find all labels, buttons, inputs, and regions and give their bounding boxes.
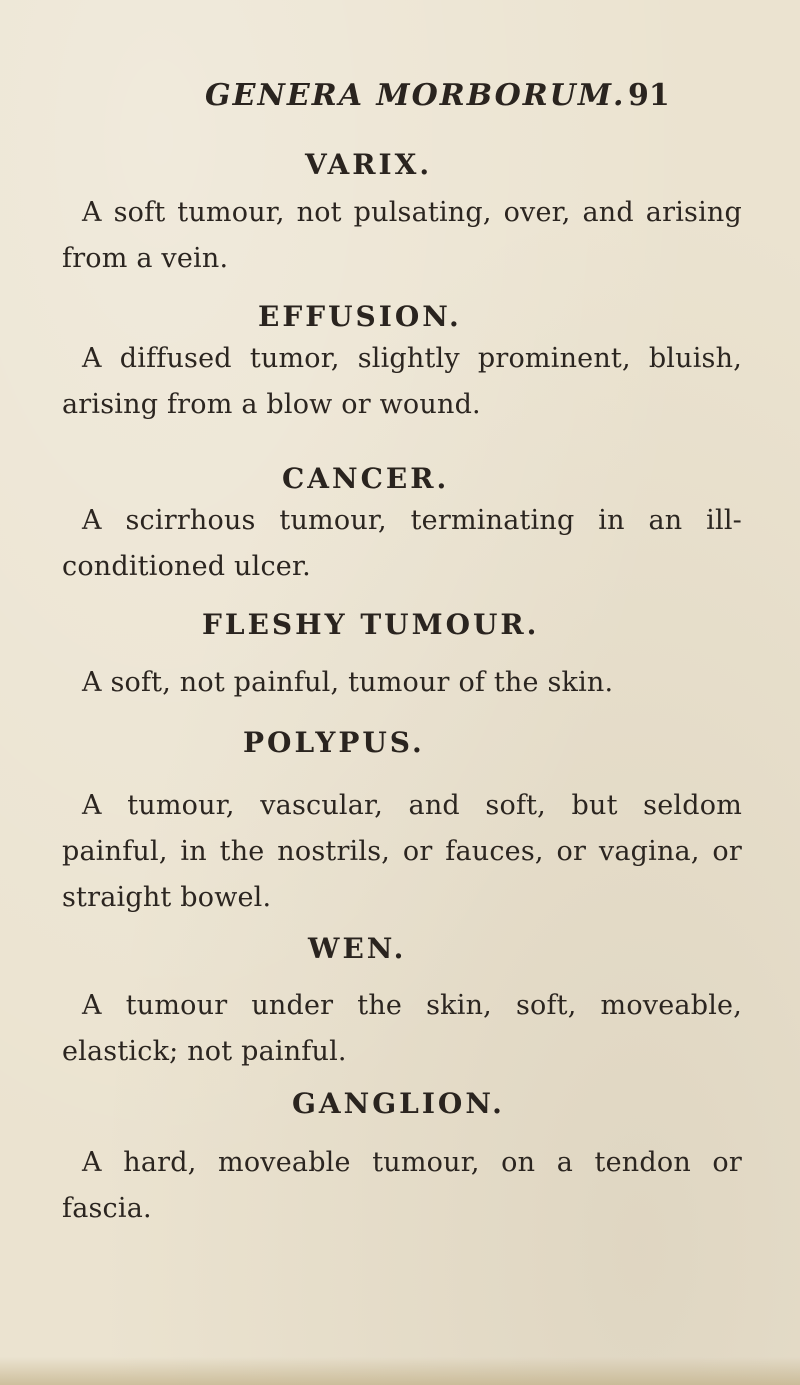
page-bottom-edge bbox=[0, 1357, 800, 1385]
entry-heading-fleshy-tumour: FLESHY TUMOUR. bbox=[202, 608, 540, 641]
page-header bbox=[0, 78, 800, 118]
entry-definition-effusion: A diffused tumor, slightly prominent, bluish, arising from a blow or wound. bbox=[62, 343, 742, 420]
entry-definition-varix: A soft tumour, not pulsating, over, and arising from a vein. bbox=[62, 197, 742, 274]
entry-heading-ganglion: GANGLION. bbox=[292, 1087, 505, 1120]
page-number: 91 bbox=[628, 78, 670, 113]
entry-definition-ganglion: A hard, moveable tumour, on a tendon or fascia. bbox=[62, 1147, 742, 1224]
entry-definition-polypus: A tumour, vascular, and soft, but seldom painful, in the nostrils, or fauces, or vagina, or straight bowel. bbox=[62, 790, 742, 913]
entry-definition-wen: A tumour under the skin, soft, moveable, elastick; not painful. bbox=[62, 990, 742, 1067]
entry-heading-polypus: POLYPUS. bbox=[243, 726, 425, 759]
entry-heading-varix: VARIX. bbox=[305, 148, 433, 181]
entry-heading-cancer: CANCER. bbox=[282, 462, 450, 495]
entry-heading-wen: WEN. bbox=[308, 932, 407, 965]
entry-heading-effusion: EFFUSION. bbox=[258, 300, 462, 333]
entry-definition-fleshy-tumour: A soft, not painful, tumour of the skin. bbox=[82, 667, 614, 698]
running-head: GENERA MORBORUM. bbox=[205, 78, 626, 113]
entry-definition-cancer: A scirrhous tumour, terminating in an ill-conditioned ulcer. bbox=[62, 505, 742, 582]
